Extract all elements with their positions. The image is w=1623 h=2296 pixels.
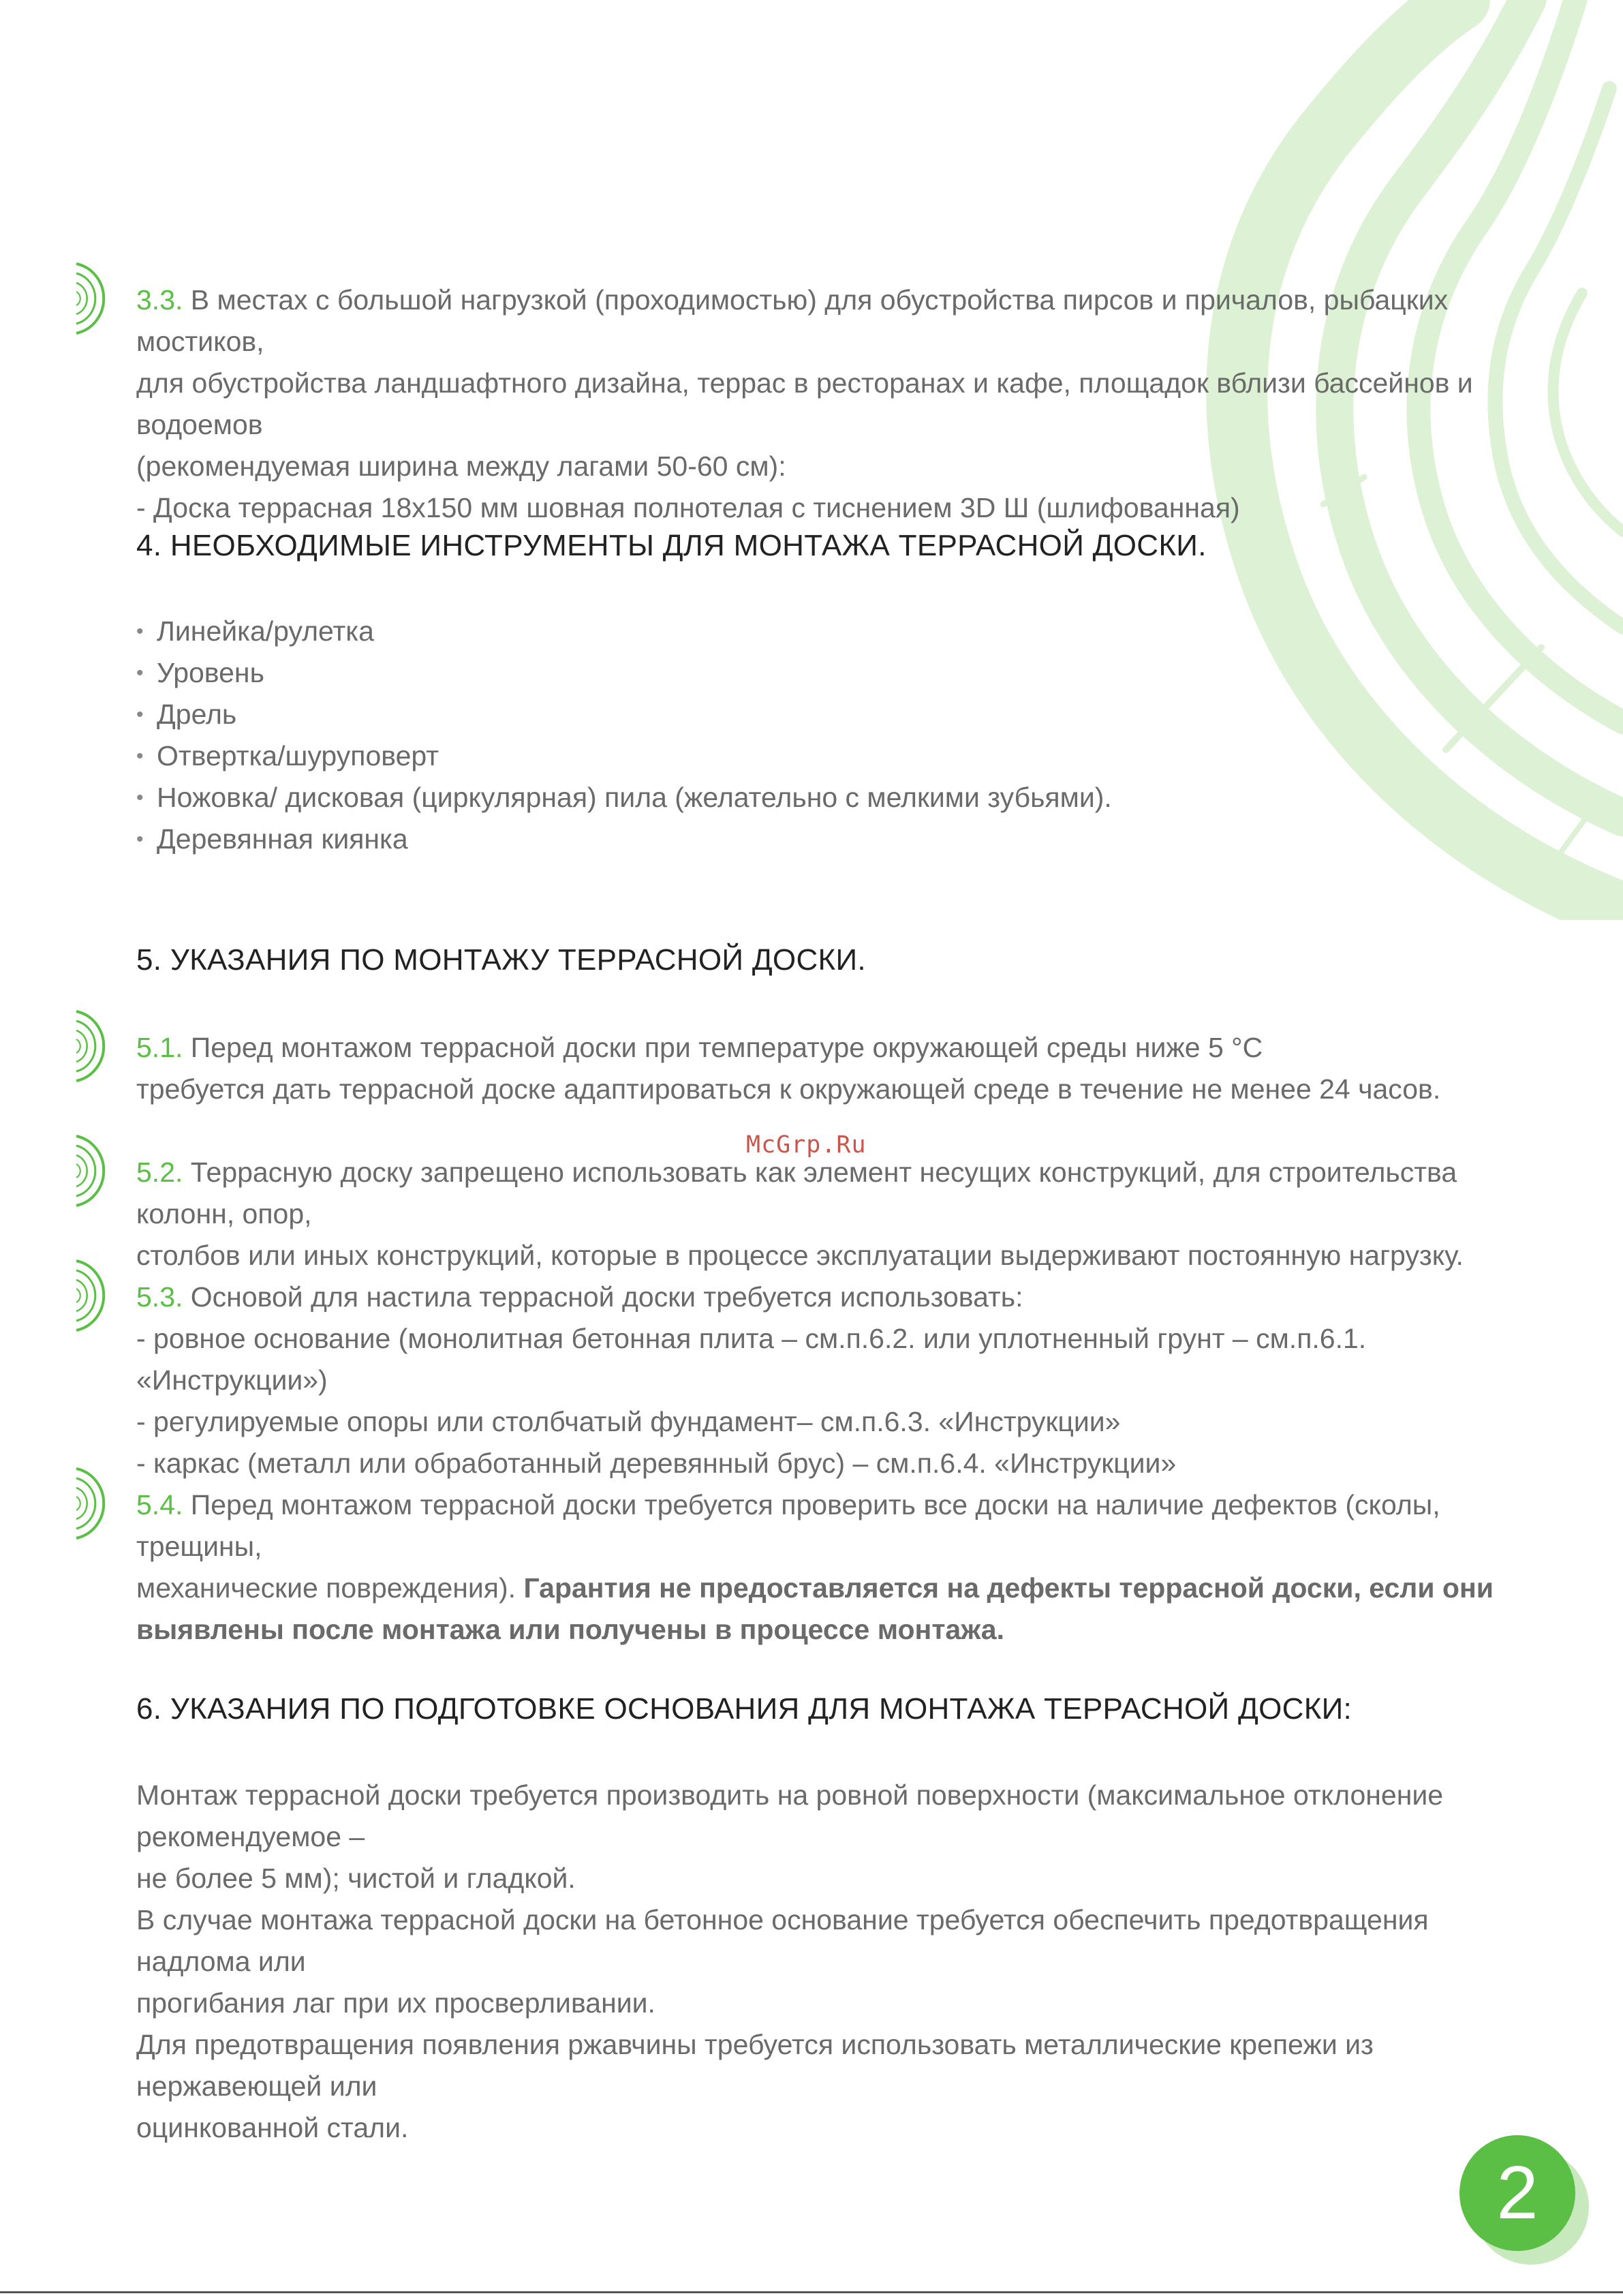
paragraph-line: В случае монтажа террасной доски на бетонное основание требуется обеспечить предотвращения надлома или [136, 1904, 1429, 1977]
heading-section-4: 4. НЕОБХОДИМЫЕ ИНСТРУМЕНТЫ ДЛЯ МОНТАЖА ТЕРРАСНОЙ ДОСКИ. [136, 529, 1207, 562]
page-number: 2 [1459, 2135, 1575, 2251]
section-number: 5.2. [136, 1157, 183, 1188]
paragraph-line: - каркас (металл или обработанный деревянный брус) – см.п.6.4. «Инструкции» [136, 1448, 1177, 1479]
bottom-rule [0, 2291, 1623, 2293]
heading-section-5: 5. УКАЗАНИЯ ПО МОНТАЖУ ТЕРРАСНОЙ ДОСКИ. [136, 943, 866, 977]
paragraph-line: прогибания лаг при их просверливании. [136, 1987, 655, 2019]
paragraph-line: (рекомендуемая ширина между лагами 50-60 см): [136, 450, 786, 482]
ring-bullet-icon [75, 1009, 110, 1084]
paragraph-line: оцинкованной стали. [136, 2112, 409, 2143]
watermark: McGrp.Ru [746, 1131, 867, 1159]
section-6-body [136, 1775, 1499, 2149]
paragraph-line: Перед монтажом террасной доски при температуре окружающей среды ниже 5 °С [183, 1032, 1263, 1063]
ring-bullet-icon [75, 261, 110, 336]
paragraph-line: не более 5 мм); чистой и гладкой. [136, 1863, 576, 1894]
ring-bullet-icon [75, 1258, 110, 1333]
section-3-3 [136, 279, 1499, 529]
section-5-3 [136, 1276, 1499, 1484]
list-item: • Дрель [136, 694, 1112, 735]
section-number: 5.4. [136, 1489, 183, 1520]
paragraph-line: - регулируемые опоры или столбчатый фундамент– см.п.6.3. «Инструкции» [136, 1406, 1121, 1437]
list-item: • Линейка/рулетка [136, 611, 1112, 652]
paragraph-line: Монтаж террасной доски требуется производить на ровной поверхности (максимальное отклонение рекомендуемое – [136, 1779, 1444, 1852]
paragraph-line: Для предотвращения появления ржавчины требуется использовать металлические крепежи из нержавеющей или [136, 2029, 1374, 2102]
page-number-badge [1459, 2135, 1575, 2251]
warranty-notice: выявлены после монтажа или получены в процессе монтажа. [136, 1614, 1004, 1645]
section-number: 5.1. [136, 1032, 183, 1063]
list-item: • Ножовка/ дисковая (циркулярная) пила (желательно с мелкими зубьями). [136, 777, 1112, 818]
paragraph-line: Перед монтажом террасной доски требуется проверить все доски на наличие дефектов (сколы, трещины, [136, 1489, 1440, 1562]
list-item: • Уровень [136, 652, 1112, 694]
list-item: • Деревянная киянка [136, 818, 1112, 860]
paragraph-line: - ровное основание (монолитная бетонная плита – см.п.6.2. или уплотненный грунт – см.п.6.1. «Инструкции») [136, 1323, 1367, 1396]
heading-section-6: 6. УКАЗАНИЯ ПО ПОДГОТОВКЕ ОСНОВАНИЯ ДЛЯ МОНТАЖА ТЕРРАСНОЙ ДОСКИ: [136, 1692, 1352, 1726]
paragraph-line: В местах с большой нагрузкой (проходимостью) для обустройства пирсов и причалов, рыбацких мостиков, [136, 284, 1449, 357]
warranty-notice: Гарантия не предоставляется на дефекты террасной доски, если они [523, 1572, 1494, 1604]
paragraph-line: требуется дать террасной доске адаптироваться к окружающей среде в течение не менее 24 часов. [136, 1073, 1441, 1105]
paragraph-line: механические повреждения). [136, 1572, 524, 1604]
paragraph-line: Основой для настила террасной доски требуется использовать: [183, 1281, 1023, 1313]
section-number: 5.3. [136, 1281, 183, 1313]
section-5-2 [136, 1152, 1499, 1276]
list-item: • Отвертка/шуруповерт [136, 735, 1112, 777]
paragraph-line: - Доска террасная 18х150 мм шовная полнотелая с тиснением 3D Ш (шлифованная) [136, 492, 1240, 523]
paragraph-line: Террасную доску запрещено использовать как элемент несущих конструкций, для строительства колонн, опор, [136, 1157, 1457, 1229]
paragraph-line: столбов или иных конструкций, которые в процессе эксплуатации выдерживают постоянную нагрузку. [136, 1240, 1464, 1271]
paragraph-line: для обустройства ландшафтного дизайна, террас в ресторанах и кафе, площадок вблизи бассейнов и водоемов [136, 367, 1473, 440]
section-5-4 [136, 1484, 1499, 1651]
section-5-1 [136, 1027, 1499, 1110]
section-number: 3.3. [136, 284, 183, 316]
tools-list [136, 611, 1112, 860]
ring-bullet-icon [75, 1133, 110, 1208]
ring-bullet-icon [75, 1466, 110, 1541]
